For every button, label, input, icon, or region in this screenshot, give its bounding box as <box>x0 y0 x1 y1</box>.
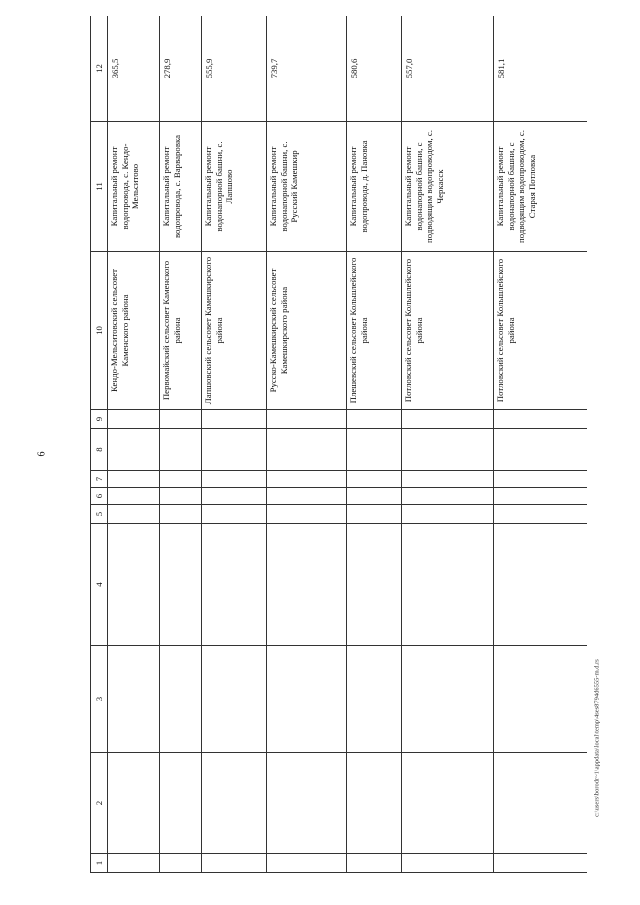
table-cell <box>267 646 347 753</box>
table-cell <box>160 753 202 854</box>
table-cell <box>160 429 202 471</box>
table-row <box>267 16 347 873</box>
table-row <box>160 16 202 873</box>
table-cell <box>267 854 347 873</box>
table-cell <box>267 429 347 471</box>
table-cell <box>347 646 402 753</box>
table-cell <box>402 524 494 646</box>
municipality-cell: Кендо-Мельситовский сельсовет Каменского района <box>108 252 160 410</box>
table-cell <box>494 646 588 753</box>
table-cell <box>160 646 202 753</box>
table-cell <box>108 524 160 646</box>
column-header: 1 <box>91 854 108 873</box>
table-cell <box>267 410 347 429</box>
table-cell <box>202 505 267 524</box>
work-description-cell: Капитальный ремонт водопровода, с. Кендо-Мельситово <box>108 122 160 252</box>
municipality-cell: Потловский сельсовет Кольшлейского района <box>494 252 588 410</box>
table-row <box>402 16 494 873</box>
table-cell <box>108 410 160 429</box>
table-cell <box>202 753 267 854</box>
table-cell <box>347 505 402 524</box>
column-header: 6 <box>91 488 108 505</box>
column-header: 8 <box>91 429 108 471</box>
table-cell <box>108 471 160 488</box>
column-header: 2 <box>91 753 108 854</box>
table-cell <box>402 488 494 505</box>
table-cell <box>347 753 402 854</box>
table-cell <box>347 854 402 873</box>
table-row <box>202 16 267 873</box>
table-cell <box>494 429 588 471</box>
municipality-cell: Первомайский сельсовет Каменского района <box>160 252 202 410</box>
table-cell <box>402 410 494 429</box>
table-cell <box>202 471 267 488</box>
table-cell <box>160 410 202 429</box>
amount-cell: 555,9 <box>202 16 267 122</box>
municipality-cell: Русско-Камешкирский сельсовет Камешкирского района <box>267 252 347 410</box>
table-cell <box>267 753 347 854</box>
table-cell <box>202 410 267 429</box>
column-header: 5 <box>91 505 108 524</box>
table-row <box>108 16 160 873</box>
data-table <box>90 16 587 873</box>
column-header: 10 <box>91 252 108 410</box>
table-container <box>90 16 587 873</box>
table-cell <box>402 753 494 854</box>
column-header: 3 <box>91 646 108 753</box>
table-cell <box>202 646 267 753</box>
table-cell <box>108 429 160 471</box>
table-cell <box>402 854 494 873</box>
table-cell <box>160 524 202 646</box>
table-row <box>494 16 588 873</box>
table-cell <box>267 524 347 646</box>
table-cell <box>347 524 402 646</box>
table-cell <box>347 471 402 488</box>
work-description-cell: Капитальный ремонт водонапорной башни, с подводящим водопроводом, с. Старая Потловка <box>494 122 588 252</box>
table-cell <box>402 505 494 524</box>
amount-cell: 365,5 <box>108 16 160 122</box>
table-cell <box>494 505 588 524</box>
header-row <box>91 16 108 873</box>
table-cell <box>494 410 588 429</box>
table-cell <box>402 646 494 753</box>
table-cell <box>108 854 160 873</box>
amount-cell: 557,0 <box>402 16 494 122</box>
page-number: 6 <box>36 451 48 457</box>
amount-cell: 580,6 <box>347 16 402 122</box>
column-header: 9 <box>91 410 108 429</box>
table-cell <box>108 505 160 524</box>
work-description-cell: Капитальный ремонт водонапорной башни, с. Лапшово <box>202 122 267 252</box>
table-cell <box>108 646 160 753</box>
table-cell <box>347 429 402 471</box>
table-cell <box>108 488 160 505</box>
table-cell <box>347 410 402 429</box>
table-cell <box>160 488 202 505</box>
municipality-cell: Лапшовский сельсовет Камешкирского района <box>202 252 267 410</box>
table-cell <box>160 471 202 488</box>
work-description-cell: Капитальный ремонт водопровода, д. Пановка <box>347 122 402 252</box>
table-cell <box>160 505 202 524</box>
amount-cell: 739,7 <box>267 16 347 122</box>
table-cell <box>108 753 160 854</box>
column-header: 7 <box>91 471 108 488</box>
municipality-cell: Потловский сельсовет Кольшлейского района <box>402 252 494 410</box>
work-description-cell: Капитальный ремонт водопровода, с. Варваровка <box>160 122 202 252</box>
table-cell <box>494 753 588 854</box>
table-cell <box>202 429 267 471</box>
table-cell <box>267 505 347 524</box>
table-cell <box>402 429 494 471</box>
column-header: 11 <box>91 122 108 252</box>
table-cell <box>347 488 402 505</box>
column-header: 12 <box>91 16 108 122</box>
table-cell <box>202 488 267 505</box>
table-cell <box>494 524 588 646</box>
rotated-table-page <box>90 16 587 873</box>
table-cell <box>494 488 588 505</box>
municipality-cell: Плешевский сельсовет Кольшлейского района <box>347 252 402 410</box>
table-cell <box>494 854 588 873</box>
table-row <box>347 16 402 873</box>
work-description-cell: Капитальный ремонт водонапорной башни, с. Русский Камешкир <box>267 122 347 252</box>
file-path-footer: c:\users\borodr~1\appdata\local\temp\4ses8794d6555-m.d.rs <box>593 659 601 817</box>
table-cell <box>402 471 494 488</box>
amount-cell: 278,9 <box>160 16 202 122</box>
table-cell <box>202 524 267 646</box>
work-description-cell: Капитальный ремонт водонапорной башни, с подводящим водопроводом, с. Черкасск <box>402 122 494 252</box>
table-cell <box>494 471 588 488</box>
amount-cell: 581,1 <box>494 16 588 122</box>
table-cell <box>160 854 202 873</box>
column-header: 4 <box>91 524 108 646</box>
table-cell <box>202 854 267 873</box>
table-cell <box>267 471 347 488</box>
table-cell <box>267 488 347 505</box>
